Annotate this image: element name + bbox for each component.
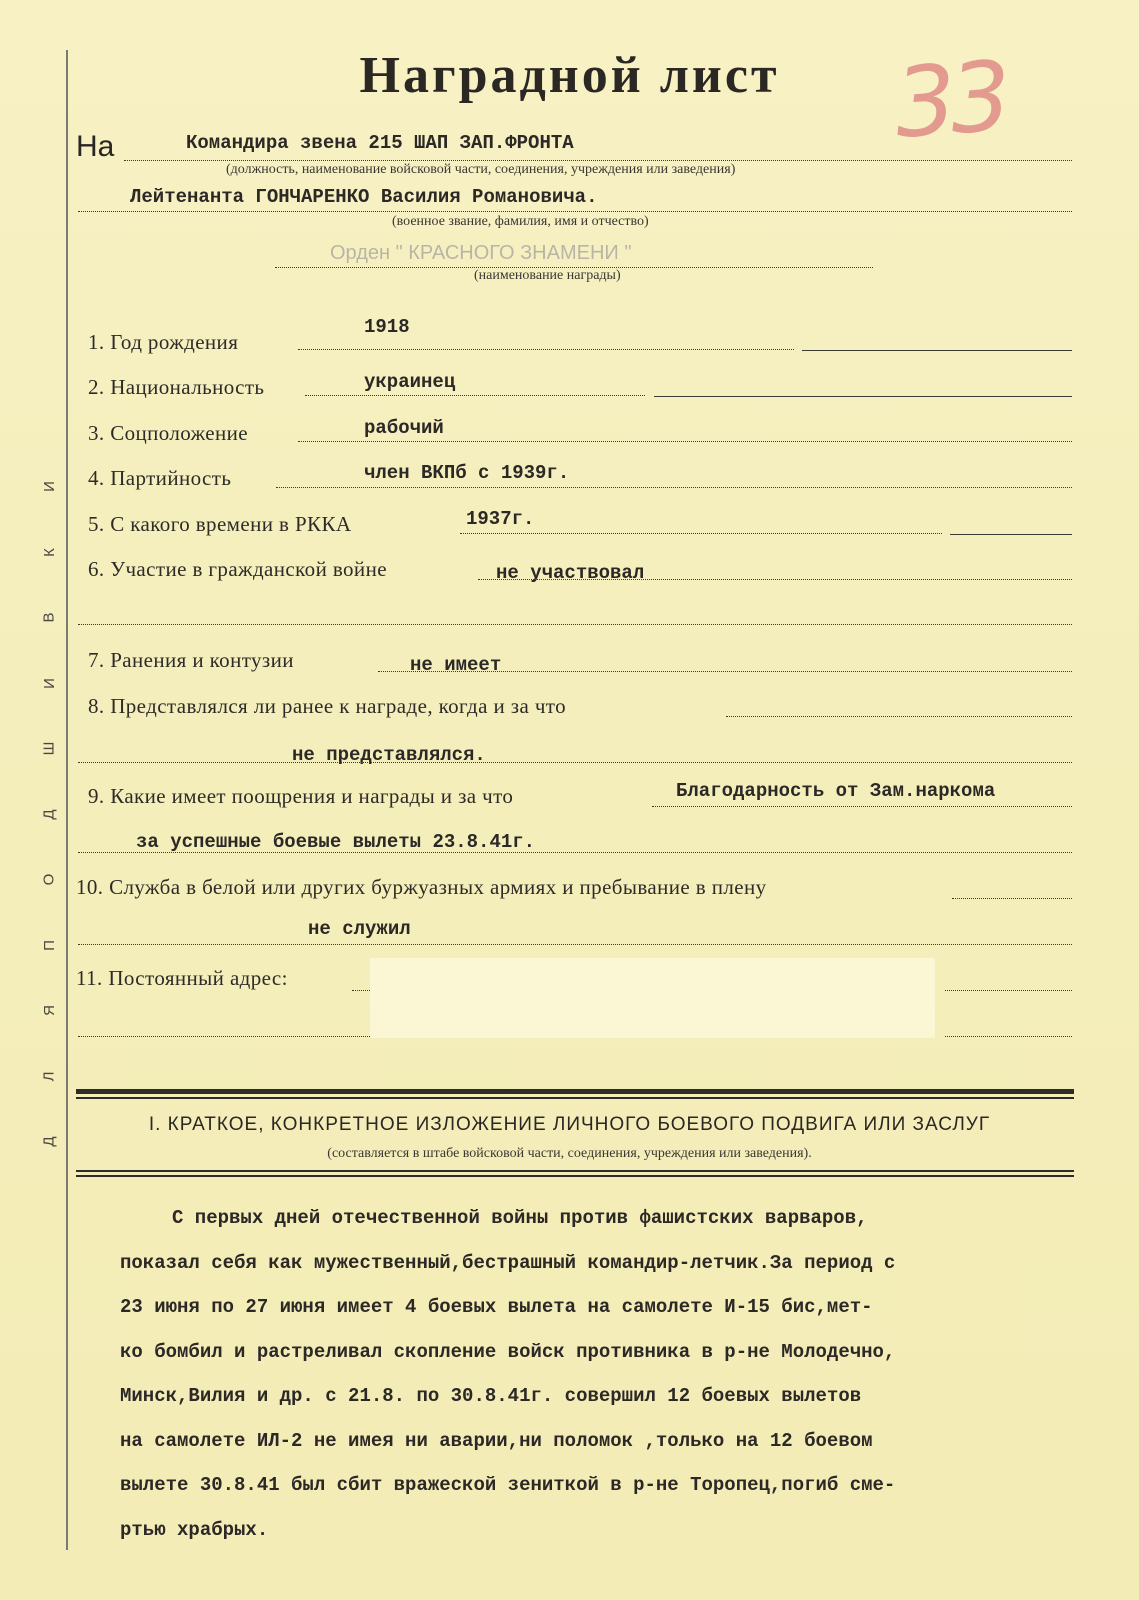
field-label-birth-year: 1. Год рождения xyxy=(88,330,239,354)
position-line xyxy=(124,160,1072,161)
field-value-party: член ВКПб с 1939г. xyxy=(364,462,570,484)
field-line xyxy=(945,1036,1072,1037)
field-line xyxy=(298,349,794,350)
field-label-nationality: 2. Национальность xyxy=(88,375,265,399)
field-value-wounds: не имеет xyxy=(410,654,502,676)
award-name-value: Орден " КРАСНОГО ЗНАМЕНИ " xyxy=(330,242,632,264)
section-divider xyxy=(76,1097,1074,1099)
rank-name-caption: (военное звание, фамилия, имя и отчество) xyxy=(392,214,649,229)
field-value-previous-awards: не представлялся. xyxy=(292,744,486,766)
signature-margin-label xyxy=(36,430,62,1150)
field-label-rkka-since: 5. С какого времени в РККА xyxy=(88,512,352,536)
margin-letter: Д xyxy=(40,809,58,820)
rank-name-line xyxy=(78,211,1072,212)
margin-letter: И xyxy=(40,481,58,493)
margin-letter: Ш xyxy=(40,741,58,756)
field-line xyxy=(305,395,645,396)
section-divider xyxy=(76,1175,1074,1177)
section-subheading: (составляется в штабе войсковой части, соединения, учреждения или заведения). xyxy=(327,1146,812,1161)
margin-letter: Я xyxy=(40,1005,58,1016)
field-line xyxy=(952,898,1072,899)
narrative-line: на самолете ИЛ-2 не имея ни аварии,ни поломок ,только на 12 боевом xyxy=(120,1429,873,1452)
margin-line xyxy=(66,50,68,1550)
section-heading: I. КРАТКОЕ, КОНКРЕТНОЕ ИЗЛОЖЕНИЕ ЛИЧНОГО БОЕВОГО ПОДВИГА ИЛИ ЗАСЛУГ xyxy=(148,1114,991,1135)
narrative-text xyxy=(120,1196,1110,1552)
field-label-previous-awards: 8. Представлялся ли ранее к награде, когда и за что xyxy=(88,694,567,718)
field-value-social-status: рабочий xyxy=(364,417,444,439)
margin-letter: В xyxy=(40,612,58,623)
award-caption: (наименование награды) xyxy=(474,268,621,283)
field-label-civil-war: 6. Участие в гражданской войне xyxy=(88,557,387,581)
field-label-white-army: 10. Служба в белой или других буржуазных армиях и пребывание в плену xyxy=(76,875,767,899)
handwritten-page-number: 33 xyxy=(891,40,1009,160)
redacted-address-area xyxy=(370,958,935,1038)
field-value-commendations-2: за успешные боевые вылеты 23.8.41г. xyxy=(136,831,536,853)
margin-letter: П xyxy=(40,939,58,951)
field-line xyxy=(378,671,1072,672)
field-line xyxy=(78,944,1072,945)
field-line xyxy=(945,990,1072,991)
margin-letter: Л xyxy=(40,1071,58,1081)
field-label-wounds: 7. Ранения и контузии xyxy=(88,648,294,672)
field-value-white-army: не служил xyxy=(308,918,411,940)
field-line xyxy=(478,579,1072,580)
section-divider xyxy=(76,1170,1074,1172)
field-label-social-status: 3. Соцположение xyxy=(88,421,249,445)
field-line xyxy=(460,533,942,534)
document-title: Наградной лист xyxy=(359,47,780,104)
field-value-nationality: украинец xyxy=(364,371,456,393)
field-line xyxy=(298,441,1072,442)
field-line xyxy=(950,534,1072,535)
field-line xyxy=(654,396,1072,397)
narrative-line: Минск,Вилия и др. с 21.8. по 30.8.41г. совершил 12 боевых вылетов xyxy=(120,1385,862,1407)
field-line xyxy=(276,487,1072,488)
narrative-line: 23 июня по 27 июня имеет 4 боевых вылета на самолете И-15 бис,мет- xyxy=(120,1296,873,1318)
margin-letter: О xyxy=(40,873,58,886)
field-value-commendations-1: Благодарность от Зам.наркома xyxy=(676,780,996,802)
narrative-line: С первых дней отечественной войны против фашистских варваров, xyxy=(172,1207,868,1229)
field-line xyxy=(652,806,1072,807)
field-line xyxy=(802,350,1072,351)
field-label-commendations: 9. Какие имеет поощрения и награды и за что xyxy=(88,784,514,808)
section-divider xyxy=(76,1089,1074,1094)
margin-letter: К xyxy=(40,548,58,557)
field-label-party: 4. Партийность xyxy=(88,466,232,490)
margin-letter: И xyxy=(40,677,58,689)
position-value: Командира звена 215 ШАП ЗАП.ФРОНТА xyxy=(186,132,574,154)
narrative-line: вылете 30.8.41 был сбит вражеской зениткой в р-не Торопец,погиб сме- xyxy=(120,1474,896,1496)
field-value-rkka-since: 1937г. xyxy=(466,508,535,530)
field-value-birth-year: 1918 xyxy=(364,316,410,338)
narrative-line: ртью храбрых. xyxy=(120,1518,269,1541)
rank-name-value: Лейтенанта ГОНЧАРЕНКО Василия Романовича. xyxy=(130,186,598,208)
field-line xyxy=(78,624,1072,625)
field-label-address: 11. Постоянный адрес: xyxy=(76,966,288,990)
field-line xyxy=(78,762,1072,763)
position-caption: (должность, наименование войсковой части, соединения, учреждения или заведения) xyxy=(226,162,736,177)
margin-letter: Д xyxy=(40,1136,58,1147)
addressee-prefix: На xyxy=(76,130,115,163)
field-line xyxy=(78,1036,370,1037)
field-line xyxy=(78,852,1072,853)
narrative-line: показал себя как мужественный,бестрашный командир-летчик.За период с xyxy=(120,1251,896,1274)
narrative-line: ко бомбил и растреливал скопление войск противника в р-не Молодечно, xyxy=(120,1340,896,1363)
field-line xyxy=(352,990,370,991)
field-value-civil-war: не участвовал xyxy=(496,562,645,584)
field-line xyxy=(726,716,1072,717)
